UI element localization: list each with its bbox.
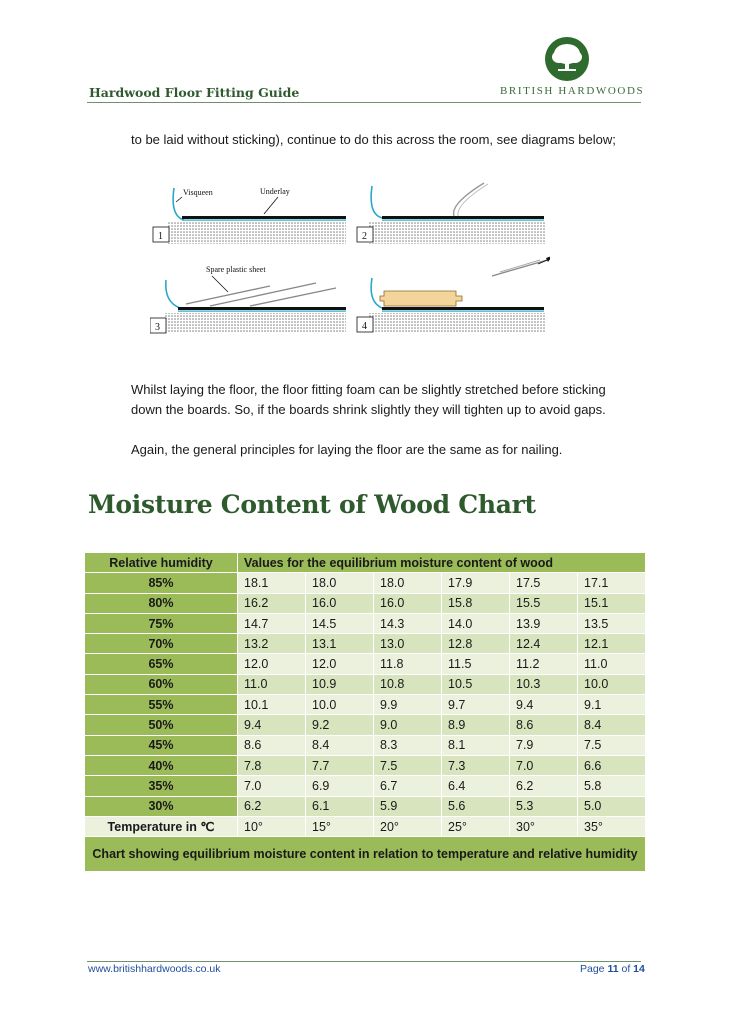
paragraph-intro: to be laid without sticking), continue to do this across the room, see diagrams below;	[131, 132, 616, 147]
moisture-value-cell: 11.2	[510, 654, 578, 674]
relative-humidity-cell: 60%	[85, 674, 238, 694]
relative-humidity-cell: 55%	[85, 695, 238, 715]
table-row	[85, 735, 646, 755]
moisture-value-cell: 13.1	[306, 634, 374, 654]
moisture-value-cell: 18.0	[374, 573, 442, 593]
moisture-value-cell: 7.0	[238, 776, 306, 796]
moisture-value-cell: 12.0	[238, 654, 306, 674]
temperature-row	[85, 816, 646, 836]
moisture-value-cell: 14.3	[374, 613, 442, 633]
moisture-value-cell: 16.0	[374, 593, 442, 613]
moisture-value-cell: 6.2	[510, 776, 578, 796]
paragraph-general-principles: Again, the general principles for laying the floor are the same as for nailing.	[131, 442, 563, 457]
table-caption-row	[85, 837, 646, 872]
moisture-value-cell: 5.0	[578, 796, 646, 816]
moisture-value-cell: 7.8	[238, 755, 306, 775]
diagram-number-3: 3	[155, 322, 160, 333]
header-values: Values for the equilibrium moisture content of wood	[238, 553, 646, 573]
moisture-value-cell: 10.8	[374, 674, 442, 694]
relative-humidity-cell: 30%	[85, 796, 238, 816]
diagram-panel-4	[357, 256, 550, 333]
relative-humidity-cell: 45%	[85, 735, 238, 755]
label-underlay: Underlay	[260, 187, 290, 196]
moisture-value-cell: 9.7	[442, 695, 510, 715]
moisture-value-cell: 8.4	[578, 715, 646, 735]
footer-divider	[87, 961, 641, 962]
moisture-value-cell: 12.0	[306, 654, 374, 674]
moisture-value-cell: 8.4	[306, 735, 374, 755]
moisture-value-cell: 18.1	[238, 573, 306, 593]
table-row	[85, 613, 646, 633]
moisture-value-cell: 12.8	[442, 634, 510, 654]
moisture-value-cell: 17.1	[578, 573, 646, 593]
relative-humidity-cell: 35%	[85, 776, 238, 796]
moisture-value-cell: 11.8	[374, 654, 442, 674]
moisture-value-cell: 5.8	[578, 776, 646, 796]
tree-logo-icon	[544, 36, 590, 82]
diagram-number-2: 2	[362, 231, 367, 242]
temperature-cell: 35°	[578, 816, 646, 836]
moisture-value-cell: 10.0	[578, 674, 646, 694]
moisture-value-cell: 6.7	[374, 776, 442, 796]
moisture-value-cell: 8.6	[510, 715, 578, 735]
moisture-value-cell: 13.0	[374, 634, 442, 654]
section-heading: Moisture Content of Wood Chart	[88, 490, 536, 519]
moisture-value-cell: 10.9	[306, 674, 374, 694]
temperature-cell: 25°	[442, 816, 510, 836]
table-caption: Chart showing equilibrium moisture content in relation to temperature and relative humidity	[85, 837, 646, 872]
moisture-value-cell: 8.9	[442, 715, 510, 735]
table-header-row	[85, 553, 646, 573]
table-row	[85, 654, 646, 674]
moisture-value-cell: 9.1	[578, 695, 646, 715]
footer-website-link[interactable]: www.britishhardwoods.co.uk	[88, 963, 221, 975]
moisture-value-cell: 6.9	[306, 776, 374, 796]
document-header-title: Hardwood Floor Fitting Guide	[89, 85, 300, 100]
brand-name: BRITISH HARDWOODS	[500, 85, 645, 97]
moisture-value-cell: 12.4	[510, 634, 578, 654]
moisture-value-cell: 13.5	[578, 613, 646, 633]
diagram-panel-3	[150, 265, 346, 333]
moisture-value-cell: 18.0	[306, 573, 374, 593]
floor-laying-diagrams	[150, 180, 550, 345]
moisture-value-cell: 7.5	[578, 735, 646, 755]
moisture-value-cell: 14.7	[238, 613, 306, 633]
moisture-value-cell: 8.1	[442, 735, 510, 755]
moisture-value-cell: 10.3	[510, 674, 578, 694]
moisture-value-cell: 8.6	[238, 735, 306, 755]
moisture-value-cell: 11.0	[238, 674, 306, 694]
temperature-cell: 20°	[374, 816, 442, 836]
moisture-value-cell: 12.1	[578, 634, 646, 654]
diagram-number-4: 4	[362, 321, 367, 332]
table-row	[85, 573, 646, 593]
moisture-value-cell: 9.9	[374, 695, 442, 715]
moisture-value-cell: 13.9	[510, 613, 578, 633]
moisture-value-cell: 7.9	[510, 735, 578, 755]
temperature-cell: 30°	[510, 816, 578, 836]
relative-humidity-cell: 50%	[85, 715, 238, 735]
moisture-value-cell: 6.2	[238, 796, 306, 816]
moisture-value-cell: 9.4	[238, 715, 306, 735]
moisture-value-cell: 17.5	[510, 573, 578, 593]
relative-humidity-cell: 75%	[85, 613, 238, 633]
moisture-value-cell: 5.6	[442, 796, 510, 816]
label-visqueen: Visqueen	[183, 188, 213, 197]
moisture-value-cell: 8.3	[374, 735, 442, 755]
paragraph-stretch-foam: Whilst laying the floor, the floor fitting foam can be slightly stretched before sticking down the boards. So, if the boards shrink slightly they will tighten up to avoid gaps.	[131, 382, 606, 417]
diagram-number-1: 1	[158, 231, 163, 242]
moisture-value-cell: 5.9	[374, 796, 442, 816]
moisture-value-cell: 9.0	[374, 715, 442, 735]
moisture-value-cell: 11.0	[578, 654, 646, 674]
moisture-content-table	[84, 552, 646, 872]
moisture-value-cell: 6.1	[306, 796, 374, 816]
header-divider	[87, 102, 641, 103]
moisture-value-cell: 6.6	[578, 755, 646, 775]
moisture-value-cell: 13.2	[238, 634, 306, 654]
table-row	[85, 755, 646, 775]
moisture-value-cell: 6.4	[442, 776, 510, 796]
relative-humidity-cell: 85%	[85, 573, 238, 593]
header-relative-humidity: Relative humidity	[85, 553, 238, 573]
relative-humidity-cell: 65%	[85, 654, 238, 674]
moisture-value-cell: 14.5	[306, 613, 374, 633]
moisture-value-cell: 9.4	[510, 695, 578, 715]
moisture-value-cell: 15.8	[442, 593, 510, 613]
relative-humidity-cell: 80%	[85, 593, 238, 613]
moisture-value-cell: 10.1	[238, 695, 306, 715]
moisture-value-cell: 5.3	[510, 796, 578, 816]
moisture-value-cell: 15.5	[510, 593, 578, 613]
moisture-value-cell: 7.0	[510, 755, 578, 775]
moisture-value-cell: 15.1	[578, 593, 646, 613]
table-row	[85, 695, 646, 715]
diagram-panel-1	[153, 187, 346, 244]
moisture-value-cell: 17.9	[442, 573, 510, 593]
moisture-value-cell: 10.5	[442, 674, 510, 694]
moisture-value-cell: 7.3	[442, 755, 510, 775]
relative-humidity-cell: 70%	[85, 634, 238, 654]
moisture-value-cell: 7.5	[374, 755, 442, 775]
moisture-value-cell: 16.2	[238, 593, 306, 613]
table-row	[85, 796, 646, 816]
moisture-value-cell: 11.5	[442, 654, 510, 674]
moisture-value-cell: 16.0	[306, 593, 374, 613]
relative-humidity-cell: 40%	[85, 755, 238, 775]
moisture-value-cell: 14.0	[442, 613, 510, 633]
moisture-value-cell: 10.0	[306, 695, 374, 715]
temperature-cell: 10°	[238, 816, 306, 836]
table-row	[85, 634, 646, 654]
table-row	[85, 674, 646, 694]
label-spare-plastic-sheet: Spare plastic sheet	[206, 265, 266, 274]
moisture-value-cell: 7.7	[306, 755, 374, 775]
table-row	[85, 593, 646, 613]
footer-page-number: Page 11 of 14	[580, 963, 645, 975]
diagram-panel-2	[357, 183, 546, 244]
table-row	[85, 715, 646, 735]
temperature-label: Temperature in ℃	[85, 816, 238, 836]
table-row	[85, 776, 646, 796]
moisture-value-cell: 9.2	[306, 715, 374, 735]
temperature-cell: 15°	[306, 816, 374, 836]
